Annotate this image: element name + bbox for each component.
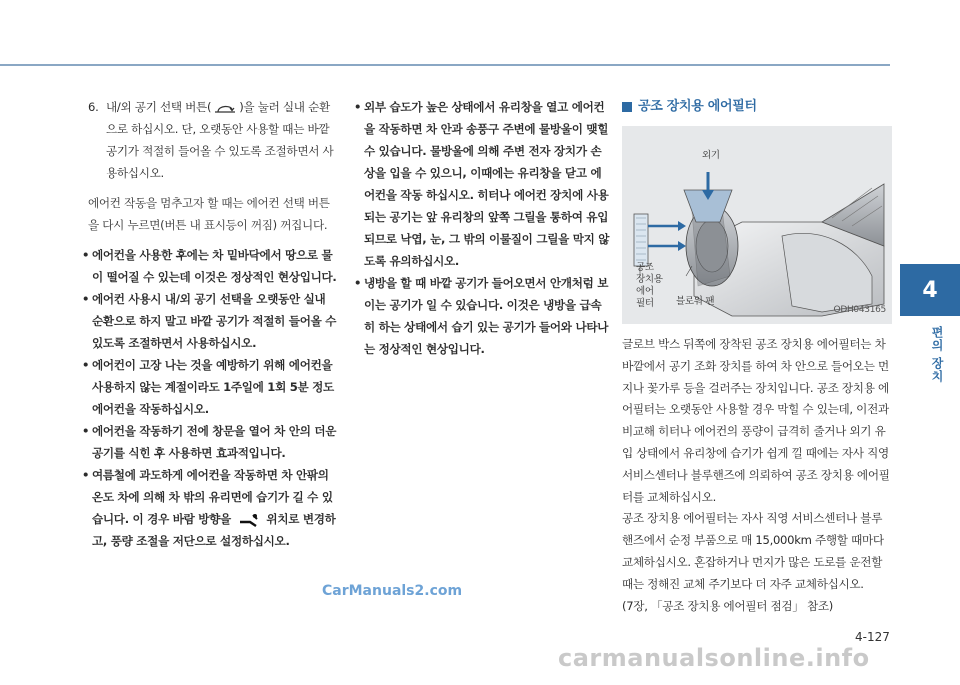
filter-label: 공조 장치용 에어 필터	[636, 262, 663, 309]
page-number: 4-127	[855, 630, 890, 644]
column-middle	[352, 96, 610, 360]
column-right	[622, 96, 892, 617]
paragraph: 글로브 박스 뒤쪽에 장착된 공조 장치용 에어필터는 차 바깥에서 공기 조화 장치를 하여 차 안으로 들어오는 먼지나 꽃가루 등을 걸러주는 장치입니다. 공조 장치용 에어필터는 오랫동안 사용할 경우 막힐 수 있는데, 이전과 비교해 히터나 에어컨의 풍량이 급격히 줄거나 외기 유입 상태에서 유리창에 습기가 쉽게 낄 때에는 자사 직영 서비스센터나 블루핸즈에 의뢰하여 공조 장치용 에어필터를 교체하십시오.	[622, 337, 890, 504]
humidity-tips-list	[352, 96, 610, 360]
column-left	[80, 96, 338, 552]
figure-code: ODH043165	[833, 305, 886, 315]
step-text	[100, 96, 338, 184]
chapter-label: 편의 장치	[930, 326, 944, 384]
recirculation-icon	[212, 101, 238, 115]
watermark-bottom: carmanualsonline.info	[558, 644, 870, 672]
outside-air-label: 외기	[702, 150, 720, 161]
step-number: 6.	[88, 100, 99, 114]
step-text-start: 내/외 공기 선택 버튼(	[106, 100, 212, 114]
paragraph: 공조 장치용 에어필터는 자사 직영 서비스센터나 블루핸즈에서 순정 부품으로 매 15,000km 주행할 때마다 교체하십시오. 혼잡하거나 먼지가 많은 도로를 운전할 때는 정해진 교체 주기보다 더 자주 교체하십시오.	[622, 511, 884, 591]
list-item: • 에어컨을 사용한 후에는 차 밑바닥에서 땅으로 물이 떨어질 수 있는데 이것은 정상적인 현상입니다.	[82, 248, 337, 284]
paragraph: (7장, 「공조 장치용 에어필터 점검」 참조)	[622, 598, 834, 613]
section-title	[622, 96, 892, 118]
chapter-number: 4	[922, 277, 938, 303]
air-filter-figure	[622, 126, 892, 324]
ac-tips-list	[80, 244, 338, 552]
header-rule	[0, 64, 890, 66]
watermark-link[interactable]: CarManuals2.com	[322, 583, 463, 599]
foot-airflow-icon	[236, 513, 262, 527]
chapter-tab[interactable]	[900, 264, 960, 316]
step-6	[80, 96, 338, 184]
list-item: • 에어컨을 작동하기 전에 창문을 열어 차 안의 더운 공기를 식힌 후 사용하면 효과적입니다.	[82, 424, 337, 460]
list-item: • 외부 습도가 높은 상태에서 유리창을 열고 에어컨을 작동하면 차 안과 송풍구 주변에 물방울이 맺힐 수 있습니다. 물방울에 의해 주변 전자 장치가 손상을 입을 수 있으니, 이때에는 유리창을 닫고 에어컨을 작동 하십시오. 히터나 에어컨 장치에 사용되는 공기는 앞 유리창의 앞쪽 그릴을 통하여 유입되므로 낙엽, 눈, 그 밖의 이물질이 그릴을 막지 않도록 유의하십시오.	[354, 100, 610, 268]
filter-description	[622, 334, 892, 617]
ac-off-note: 에어컨 작동을 멈추고자 할 때는 에어컨 선택 버튼을 다시 누르면(버튼 내 표시등이 꺼짐) 꺼집니다.	[88, 196, 330, 232]
list-item: • 여름철에 과도하게 에어컨을 작동하면 차 안팎의 온도 차에 의해 차 밖의 유리면에 습기가 길 수 있습니다. 이 경우 바람 방향을 위치로 변경하고, 풍량 조절을 저단으로 설정하십시오.	[82, 468, 336, 548]
blower-fan-label: 블로워 팬	[676, 296, 715, 307]
bullet-text-end: 위치로 변경하고, 풍량 조절을 저단으로 설정하십시오.	[92, 512, 336, 548]
section-title-text: 공조 장치용 에어필터	[638, 99, 757, 114]
list-item: • 냉방을 할 때 바깥 공기가 들어오면서 안개처럼 보이는 공기가 일 수 있습니다. 이것은 냉방을 급속히 하는 상태에서 습기 있는 공기가 들어와 나타나는 정상적인 현상입니다.	[354, 276, 609, 356]
section-square-icon	[622, 102, 632, 112]
bullet-text-start: 여름철에 과도하게 에어컨을 작동하면 차 안팎의 온도 차에 의해 차 밖의 유리면에 습기가 길 수 있습니다. 이 경우 바람 방향을	[92, 468, 333, 526]
step-text-end: )을 눌러 실내 순환으로 하십시오. 단, 오랫동안 사용할 때는 바깥 공기가 적절히 들어올 수 있도록 조절하면서 사용하십시오.	[106, 100, 334, 180]
list-item: • 에어컨 사용시 내/외 공기 선택을 오랫동안 실내 순환으로 하지 말고 바깥 공기가 적절히 들어올 수 있도록 조절하면서 사용하십시오.	[82, 292, 337, 350]
list-item: • 에어컨이 고장 나는 것을 예방하기 위해 에어컨을 사용하지 않는 계절이라도 1주일에 1회 5분 정도 에어컨을 작동하십시오.	[82, 358, 334, 416]
